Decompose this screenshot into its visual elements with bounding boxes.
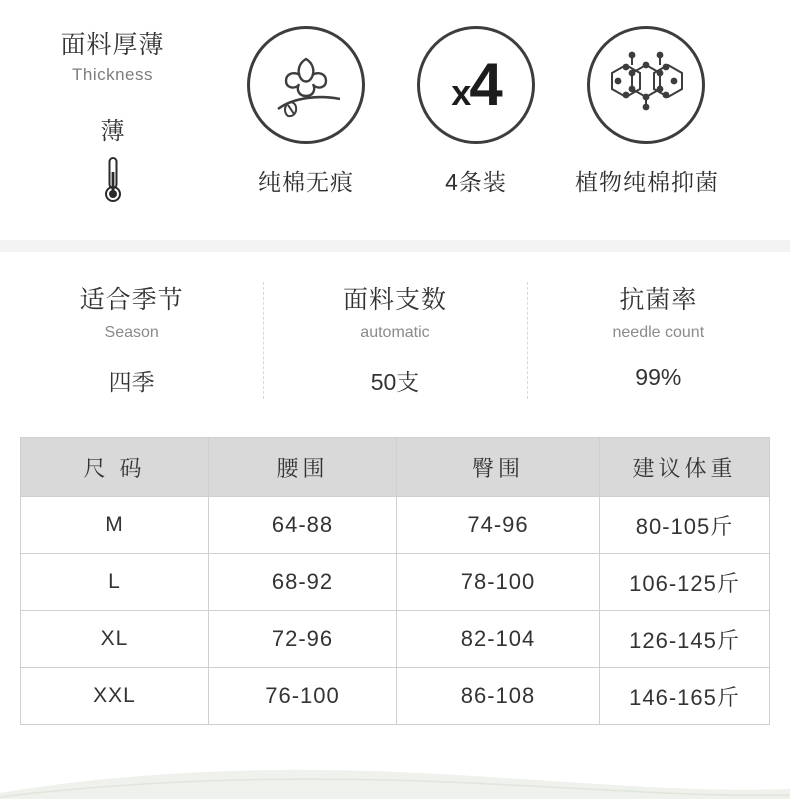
- table-cell-hip: 74-96: [397, 497, 600, 554]
- table-cell-waist: 68-92: [209, 554, 397, 611]
- feature-list: [225, 18, 790, 197]
- spec-title: 适合季节: [79, 286, 184, 314]
- x4-text: [451, 51, 501, 118]
- thickness-block: [0, 18, 225, 204]
- thickness-subtitle: Thickness: [71, 65, 154, 85]
- decorative-swoosh: [0, 759, 790, 799]
- table-header-cell: 臀围: [397, 438, 600, 497]
- spec-yarn-count: [263, 280, 526, 403]
- spec-value: 50支: [370, 369, 420, 395]
- thermometer-icon: [102, 156, 124, 204]
- feature-label: 纯棉无痕: [258, 169, 354, 195]
- x4-count-icon: [417, 26, 535, 144]
- spec-title: 面料支数: [342, 286, 447, 314]
- table-cell-size: XL: [21, 611, 209, 668]
- table-cell-weight: 146-165斤: [600, 668, 770, 725]
- spec-season: [0, 280, 263, 403]
- table-row: [21, 554, 770, 611]
- table-header-cell: 尺 码: [21, 438, 209, 497]
- table-cell-size: M: [21, 497, 209, 554]
- table-cell-hip: 82-104: [397, 611, 600, 668]
- spec-subtitle: needle count: [612, 324, 705, 341]
- table-header-cell: 腰围: [209, 438, 397, 497]
- thickness-title: 面料厚薄: [60, 31, 165, 59]
- spec-row: [0, 252, 790, 427]
- thickness-value: 薄: [100, 118, 125, 146]
- feature-label: 植物纯棉抑菌: [575, 169, 719, 195]
- spec-subtitle: Season: [104, 324, 159, 341]
- table-cell-weight: 106-125斤: [600, 554, 770, 611]
- table-cell-size: L: [21, 554, 209, 611]
- table-cell-waist: 72-96: [209, 611, 397, 668]
- feature-label: 4条装: [445, 169, 507, 195]
- cotton-flower-icon: [247, 26, 365, 144]
- spec-antibacterial-rate: [527, 280, 790, 403]
- spec-title: 抗菌率: [619, 286, 698, 314]
- feature-item: [575, 18, 717, 197]
- table-cell-waist: 64-88: [209, 497, 397, 554]
- x-multiplier-label: x: [451, 72, 470, 113]
- table-cell-hip: 86-108: [397, 668, 600, 725]
- x-count-number: 4: [469, 51, 501, 118]
- size-table-wrapper: [0, 427, 790, 725]
- table-row: [21, 497, 770, 554]
- spec-subtitle: automatic: [360, 324, 430, 341]
- table-cell-waist: 76-100: [209, 668, 397, 725]
- size-table: [20, 437, 770, 725]
- table-cell-weight: 126-145斤: [600, 611, 770, 668]
- table-cell-size: XXL: [21, 668, 209, 725]
- feature-item: [235, 18, 377, 197]
- table-row: [21, 668, 770, 725]
- spec-value: 四季: [108, 369, 155, 395]
- table-cell-hip: 78-100: [397, 554, 600, 611]
- table-header-cell: 建议体重: [600, 438, 770, 497]
- top-feature-section: [0, 0, 790, 230]
- table-row: [21, 611, 770, 668]
- table-cell-weight: 80-105斤: [600, 497, 770, 554]
- molecule-icon: [587, 26, 705, 144]
- table-header-row: [21, 438, 770, 497]
- feature-item: [405, 18, 547, 197]
- spec-value: 99%: [635, 364, 682, 390]
- section-divider-band: [0, 240, 790, 252]
